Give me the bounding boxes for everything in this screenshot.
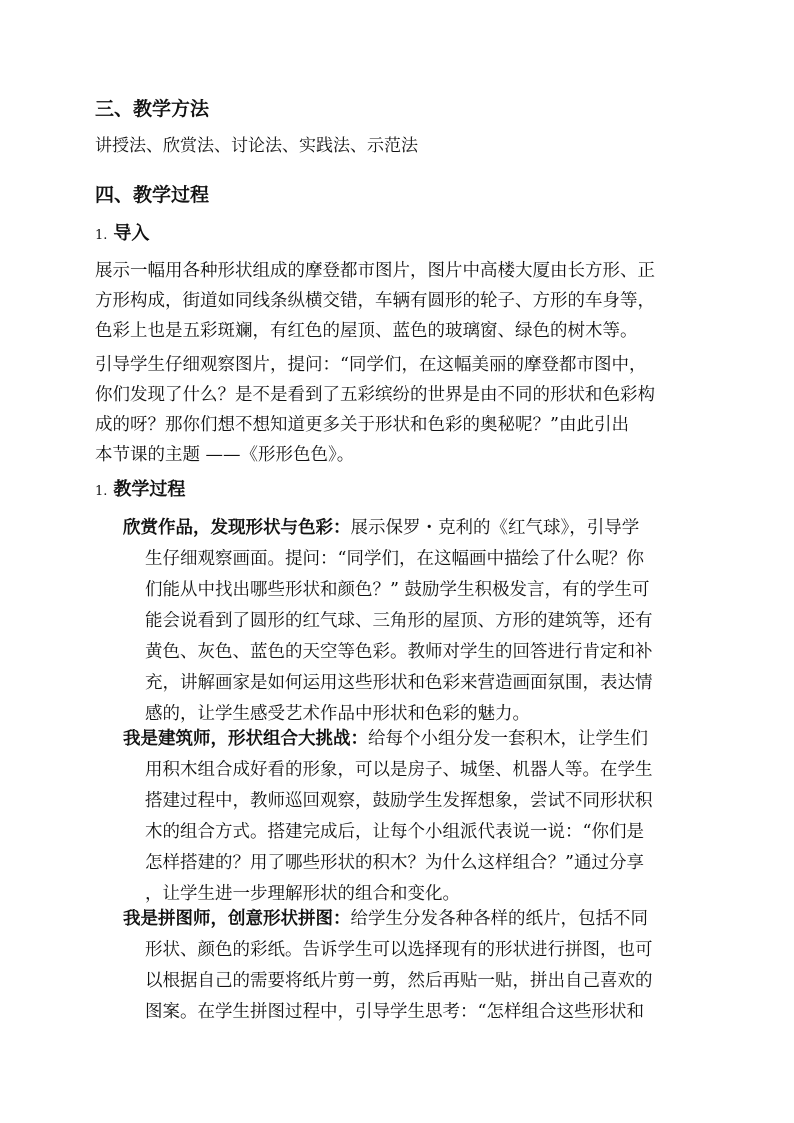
paragraph-line bbox=[123, 724, 723, 755]
paragraph-line: 以根据自己的需要将纸片剪一剪，然后再贴一贴，拼出自己喜欢的 bbox=[145, 971, 653, 991]
process-title: 教学过程 bbox=[113, 479, 186, 500]
activity-title: 我是拼图师，创意形状拼图： bbox=[123, 909, 351, 929]
methods-text: 讲授法、欣赏法、讨论法、实践法、示范法 bbox=[95, 136, 418, 156]
paragraph-line: 色彩上也是五彩斑斓，有红色的屋顶、蓝色的玻璃窗、绿色的树木等。 bbox=[95, 321, 638, 341]
intro-number: 1. bbox=[95, 228, 108, 243]
paragraph-line: 感的，让学生感受艺术作品中形状和色彩的魅力。 bbox=[145, 704, 530, 724]
paragraph-line: 充，讲解画家是如何运用这些形状和色彩来营造画面氛围，表达情 bbox=[145, 673, 653, 693]
intro-paragraph-1 bbox=[95, 256, 705, 346]
activity-title: 我是建筑师，形状组合大挑战： bbox=[123, 729, 368, 749]
paragraph-line bbox=[123, 513, 723, 544]
paragraph-line: 展示一幅用各种形状组成的摩登都市图片，图片中高楼大厦由长方形、正 bbox=[95, 261, 655, 281]
intro-title: 导入 bbox=[113, 223, 150, 244]
paragraph-line: 黄色、灰色、蓝色的天空等色彩。教师对学生的回答进行肯定和补 bbox=[145, 642, 653, 662]
process-number: 1. bbox=[95, 484, 108, 499]
paragraph-line: 用积木组合成好看的形象，可以是房子、城堡、机器人等。在学生 bbox=[145, 760, 653, 780]
paragraph-line: 引导学生仔细观察图片，提问：“同学们，在这幅美丽的摩登都市图中， bbox=[95, 355, 647, 375]
paragraph-line: 本节课的主题 ——《形形色色》。 bbox=[95, 445, 355, 465]
activity-architect bbox=[123, 724, 723, 910]
activity-text: 给每个小组分发一套积木，让学生们 bbox=[368, 729, 648, 749]
process-heading: 四、教学过程 bbox=[95, 184, 210, 206]
intro-paragraph-2 bbox=[95, 350, 705, 470]
intro-heading bbox=[95, 222, 149, 248]
paragraph-line: 能会说看到了圆形的红气球、三角形的屋顶、方形的建筑等，还有 bbox=[145, 611, 653, 631]
paragraph-line: 搭建过程中，教师巡回观察，鼓励学生发挥想象，尝试不同形状积 bbox=[145, 791, 653, 811]
activity-puzzle bbox=[123, 904, 723, 1028]
paragraph-line: 成的呀？那你们想不想知道更多关于形状和色彩的奥秘呢？”由此引出 bbox=[95, 415, 629, 435]
paragraph-line: 图案。在学生拼图过程中，引导学生思考：“怎样组合这些形状和 bbox=[145, 1002, 644, 1022]
paragraph-line: 们能从中找出哪些形状和颜色？” 鼓励学生积极发言，有的学生可 bbox=[145, 580, 650, 600]
paragraph-line: 生仔细观察画面。提问：“同学们，在这幅画中描绘了什么呢？你 bbox=[145, 549, 644, 569]
activity-title: 欣赏作品，发现形状与色彩： bbox=[123, 518, 351, 538]
methods-heading: 三、教学方法 bbox=[95, 98, 210, 120]
activity-text: 给学生分发各种各样的纸片，包括不同 bbox=[350, 909, 648, 929]
paragraph-line bbox=[123, 904, 723, 935]
activity-appreciation bbox=[123, 513, 723, 730]
process-subheading bbox=[95, 478, 185, 504]
paragraph-line: 你们发现了什么？是不是看到了五彩缤纷的世界是由不同的形状和色彩构 bbox=[95, 385, 655, 405]
paragraph-line: ，让学生进一步理解形状的组合和变化。 bbox=[145, 884, 460, 904]
paragraph-line: 木的组合方式。搭建完成后，让每个小组派代表说一说：“你们是 bbox=[145, 822, 644, 842]
paragraph-line: 形状、颜色的彩纸。告诉学生可以选择现有的形状进行拼图，也可 bbox=[145, 940, 653, 960]
paragraph-line: 方形构成，街道如同线条纵横交错，车辆有圆形的轮子、方形的车身等， bbox=[95, 291, 655, 311]
paragraph-line: 怎样搭建的？用了哪些形状的积木？为什么这样组合？”通过分享 bbox=[145, 853, 644, 873]
activity-text: 展示保罗・克利的《红气球》，引导学 bbox=[350, 518, 640, 538]
